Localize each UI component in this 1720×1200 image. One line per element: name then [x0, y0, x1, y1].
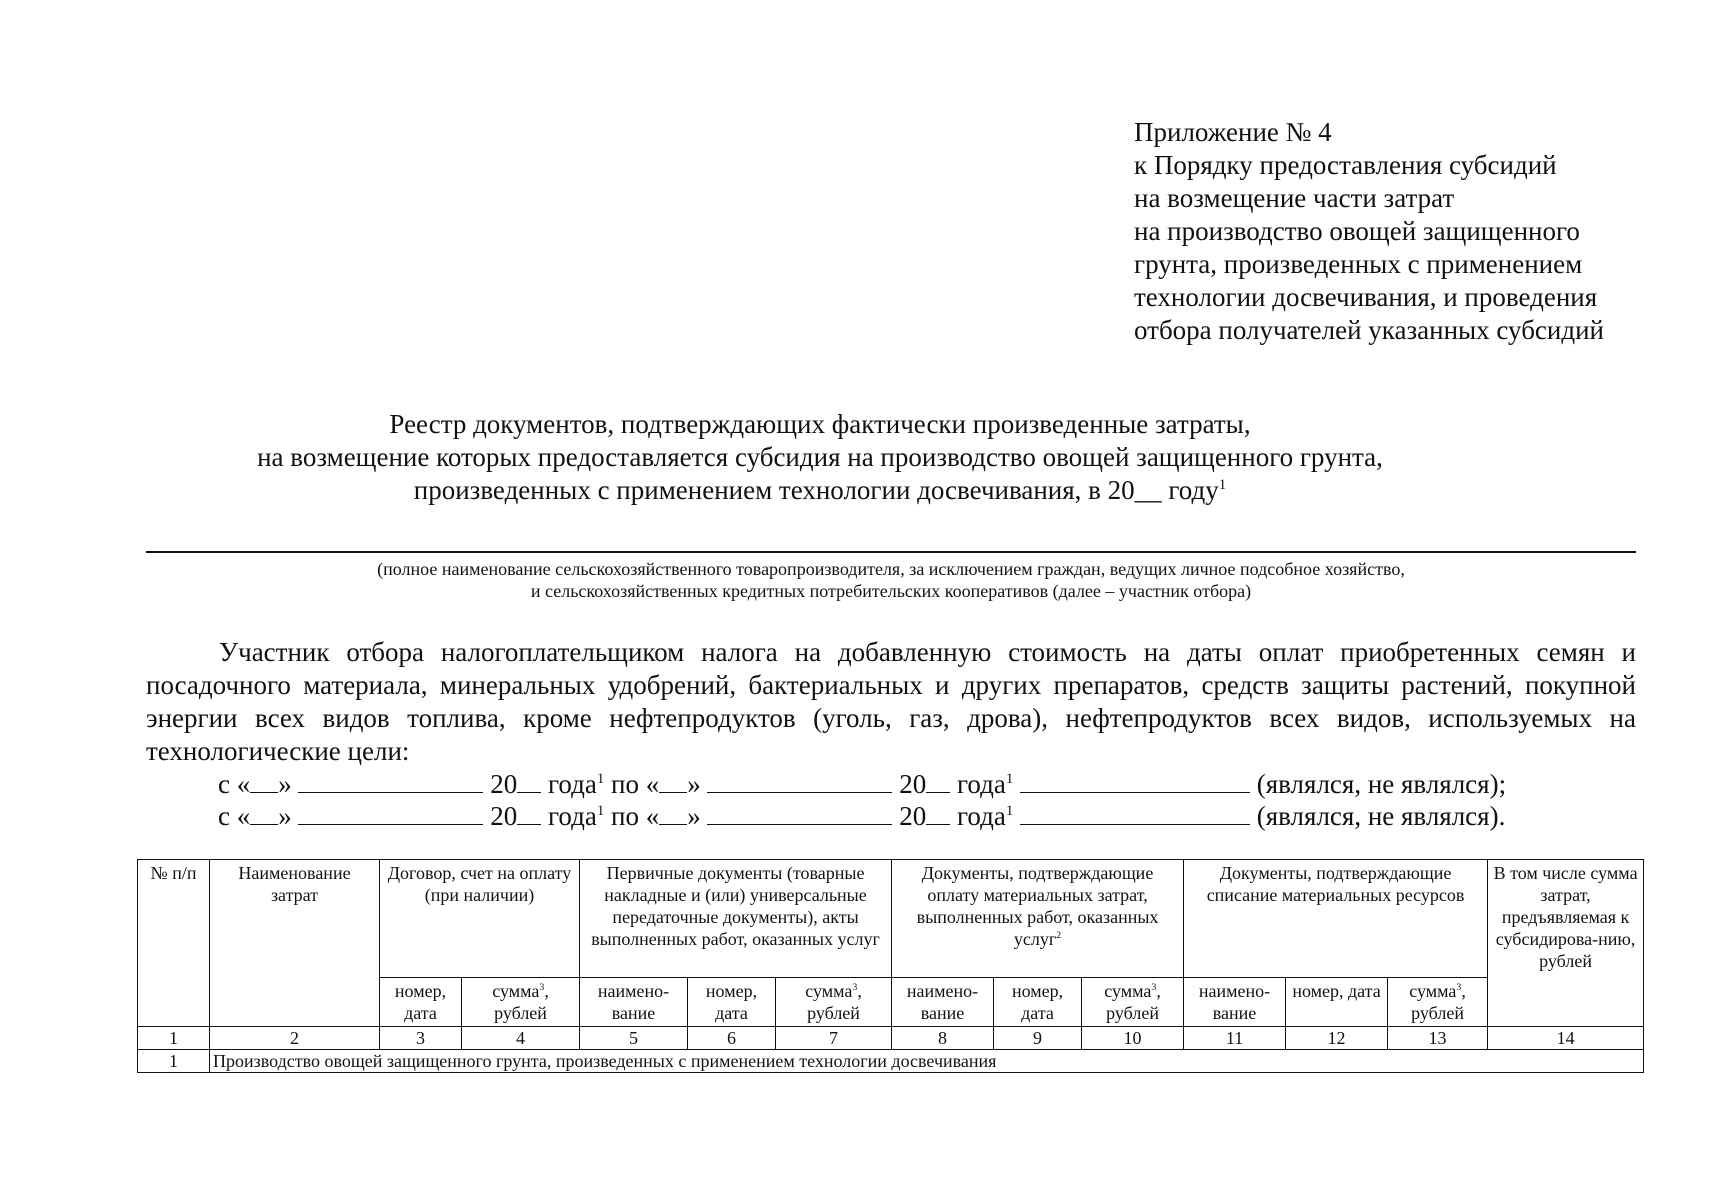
subheader-sum — [462, 978, 580, 1027]
period-from-label: с « — [218, 769, 251, 799]
caption-line: (полное наименование сельскохозяйственного товаропроизводителя, за исключением граждан, ведущих личное подсобное хозяйство, — [377, 559, 1405, 579]
column-number: 14 — [1488, 1027, 1644, 1050]
status-options: (являлся, не являлся). — [1256, 801, 1506, 831]
year-word: года — [956, 769, 1006, 799]
status-options: (являлся, не являлся); — [1256, 769, 1507, 799]
day-blank — [659, 768, 687, 793]
caption-line: и сельскохозяйственных кредитных потребительских кооперативов (далее – участник отбора) — [530, 581, 1252, 601]
subheader-number-date: номер, дата — [380, 978, 462, 1027]
sum-label: сумма — [492, 981, 540, 1001]
column-number: 6 — [688, 1027, 776, 1050]
year-prefix: 20 — [490, 769, 518, 799]
subheader-number-date: номер, дата — [994, 978, 1082, 1027]
period-close-quote: » — [687, 769, 701, 799]
period-close-quote: » — [687, 801, 701, 831]
appendix-line: к Порядку предоставления субсидий — [1134, 150, 1557, 180]
sum-unit: , рублей — [1411, 981, 1466, 1023]
footnote-mark: 1 — [1005, 803, 1014, 819]
year-prefix: 20 — [899, 801, 927, 831]
footnote-mark: 3 — [1456, 982, 1462, 993]
month-blank — [298, 768, 483, 793]
column-number: 8 — [892, 1027, 994, 1050]
appendix-line: на производство овощей защищенного — [1134, 216, 1580, 246]
column-number: 3 — [380, 1027, 462, 1050]
title-line — [140, 474, 1500, 507]
year-prefix: 20 — [899, 769, 927, 799]
footnote-mark: 1 — [1005, 771, 1014, 787]
year-word: года — [547, 801, 597, 831]
footnote-mark: 1 — [1218, 477, 1227, 493]
table-header-row — [138, 860, 1644, 978]
column-number: 11 — [1184, 1027, 1286, 1050]
row-section-title: Производство овощей защищенного грунта, произведенных с применением технологии досвечивания — [210, 1050, 1644, 1073]
title-line: на возмещение которых предоставляется субсидия на производство овощей защищенного грунта, — [257, 442, 1383, 472]
header-primary-documents: Первичные документы (товарные накладные и (или) универсальные передаточные документы), акты выполненных работ, оказанных услуг — [580, 860, 892, 978]
footnote-mark: 3 — [1151, 982, 1157, 993]
header-payment-text: Документы, подтверждающие оплату материальных затрат, выполненных работ, оказанных услуг — [916, 863, 1159, 949]
subheader-number-date: номер, дата — [1286, 978, 1388, 1027]
footnote-mark: 1 — [596, 803, 605, 819]
header-subsidy-amount: В том числе сумма затрат, предъявляемая к субсидирова-нию, рублей — [1488, 860, 1644, 1027]
subheader-number-date: номер, дата — [688, 978, 776, 1027]
year-blank — [517, 800, 541, 825]
header-payment-documents — [892, 860, 1184, 978]
column-number: 12 — [1286, 1027, 1388, 1050]
column-number: 5 — [580, 1027, 688, 1050]
header-cost-name: Наименование затрат — [210, 860, 380, 1027]
table-row — [138, 1050, 1644, 1073]
appendix-line: на возмещение части затрат — [1134, 183, 1455, 213]
column-number: 4 — [462, 1027, 580, 1050]
day-blank — [250, 768, 278, 793]
appendix-line: Приложение № 4 — [1134, 117, 1332, 147]
appendix-line: отбора получателей указанных субсидий — [1134, 315, 1604, 345]
subheader-sum — [776, 978, 892, 1027]
row-number: 1 — [138, 1050, 210, 1073]
sum-unit: , рублей — [807, 981, 862, 1023]
year-blank — [926, 800, 950, 825]
column-number: 7 — [776, 1027, 892, 1050]
period-to-label: по « — [611, 769, 660, 799]
year-word: года — [956, 801, 1006, 831]
sum-unit: , рублей — [494, 981, 549, 1023]
day-blank — [659, 800, 687, 825]
column-number: 1 — [138, 1027, 210, 1050]
period-line-1 — [218, 768, 1506, 801]
header-writeoff-documents: Документы, подтверждающие списание материальных ресурсов — [1184, 860, 1488, 978]
day-blank — [250, 800, 278, 825]
subheader-name: наимено-вание — [580, 978, 688, 1027]
sum-label: сумма — [1409, 981, 1457, 1001]
subheader-sum — [1082, 978, 1184, 1027]
appendix-heading — [1134, 116, 1604, 347]
footnote-mark: 3 — [539, 982, 545, 993]
header-contract: Договор, счет на оплату (при наличии) — [380, 860, 580, 978]
status-blank — [1020, 800, 1250, 825]
column-number: 10 — [1082, 1027, 1184, 1050]
registry-table — [137, 859, 1644, 1073]
period-close-quote: » — [278, 769, 292, 799]
period-to-label: по « — [611, 801, 660, 831]
column-number: 2 — [210, 1027, 380, 1050]
sum-label: сумма — [1104, 981, 1152, 1001]
period-from-label: с « — [218, 801, 251, 831]
sum-unit: , рублей — [1106, 981, 1161, 1023]
year-word: года — [547, 769, 597, 799]
year-blank — [517, 768, 541, 793]
status-blank — [1020, 768, 1250, 793]
document-title — [140, 408, 1500, 507]
sum-label: сумма — [805, 981, 853, 1001]
title-line-text: произведенных с применением технологии досвечивания, в 20__ году — [413, 475, 1219, 505]
month-blank — [707, 800, 892, 825]
month-blank — [707, 768, 892, 793]
period-close-quote: » — [278, 801, 292, 831]
footnote-mark: 2 — [1056, 930, 1062, 941]
footnote-mark: 1 — [596, 771, 605, 787]
period-line-2 — [218, 800, 1505, 833]
participant-name-caption — [146, 558, 1636, 602]
column-number-row — [138, 1027, 1644, 1050]
appendix-line: грунта, произведенных с применением — [1134, 249, 1583, 279]
appendix-line: технологии досвечивания, и проведения — [1134, 282, 1598, 312]
year-blank — [926, 768, 950, 793]
footnote-mark: 3 — [852, 982, 858, 993]
header-row-number: № п/п — [138, 860, 210, 1027]
vat-statement-paragraph: Участник отбора налогоплательщиком налога на добавленную стоимость на даты оплат приобретенных семян и посадочного материала, минеральных удобрений, бактериальных и других препаратов, средств защиты растений, покупной энергии всех видов топлива, кроме нефтепродуктов (уголь, газ, дрова), нефтепродуктов всех видов, используемых на технологические цели: — [146, 637, 1636, 766]
subheader-sum — [1388, 978, 1488, 1027]
column-number: 9 — [994, 1027, 1082, 1050]
participant-name-line — [146, 551, 1636, 553]
subheader-name: наимено-вание — [892, 978, 994, 1027]
month-blank — [298, 800, 483, 825]
year-prefix: 20 — [490, 801, 518, 831]
subheader-name: наимено-вание — [1184, 978, 1286, 1027]
column-number: 13 — [1388, 1027, 1488, 1050]
title-line: Реестр документов, подтверждающих фактически произведенные затраты, — [389, 409, 1251, 439]
